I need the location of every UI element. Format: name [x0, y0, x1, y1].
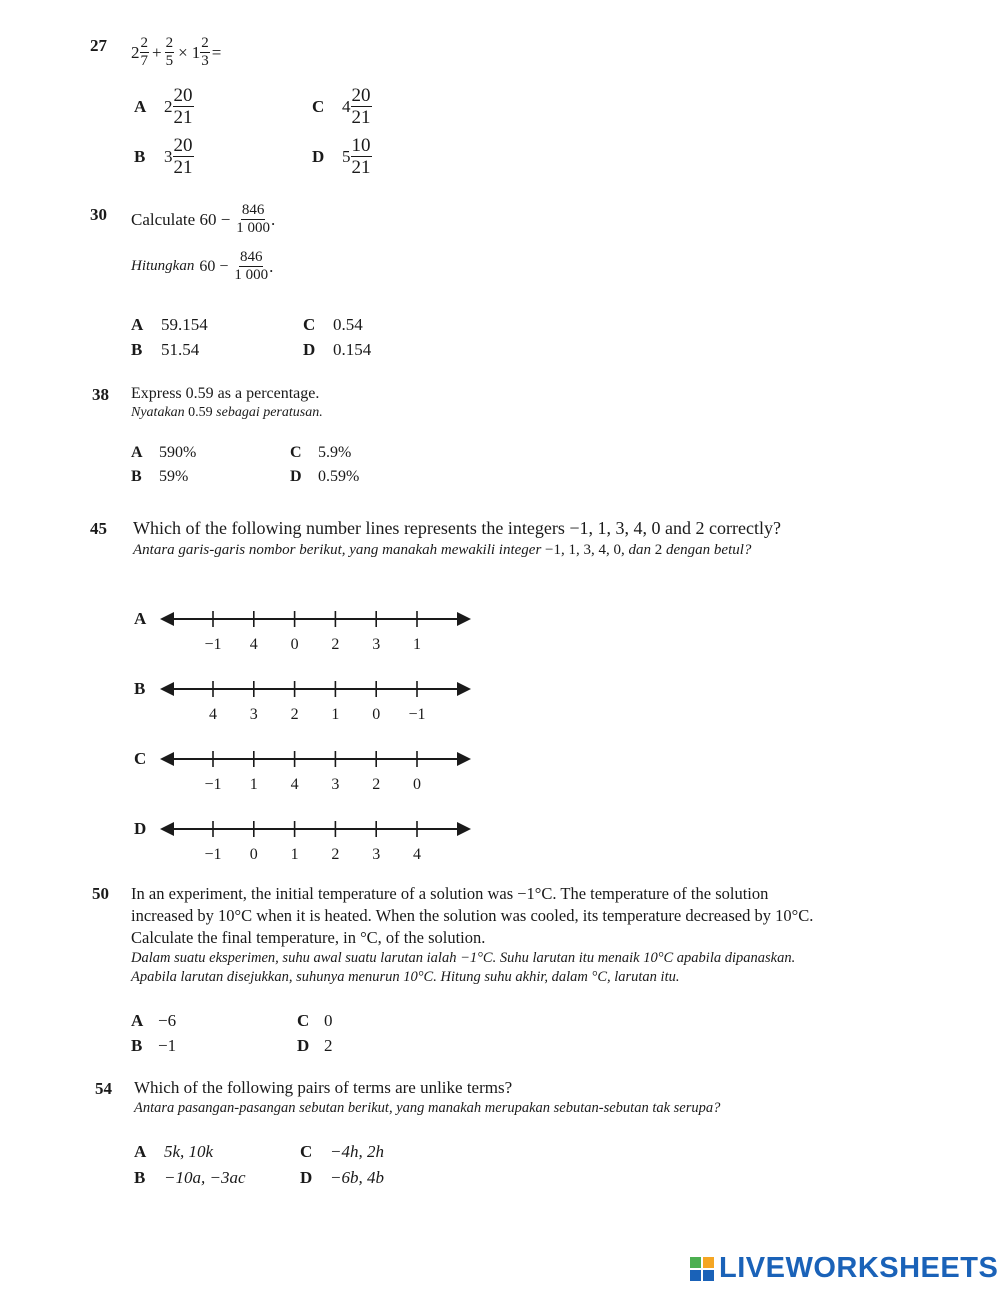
option-text: 590% [159, 444, 197, 461]
tick-label: 0 [249, 846, 258, 863]
option-letter: A [134, 1142, 147, 1161]
tick-label: 1 [290, 846, 299, 863]
numerator: 2 [201, 35, 209, 51]
q50-option-b[interactable] [131, 1036, 176, 1056]
tick-label: 3 [249, 706, 258, 723]
numerator: 20 [173, 85, 193, 106]
period: . [269, 256, 274, 276]
option-text: 59% [159, 468, 189, 485]
number-line-a-label[interactable]: A [134, 609, 147, 628]
option-letter: B [131, 340, 143, 359]
option-letter: A [131, 444, 143, 461]
option-text: −6 [158, 1011, 177, 1030]
number-line-b-label[interactable]: B [134, 679, 146, 698]
question-50-number: 50 [92, 884, 109, 903]
number: 0.59 [188, 405, 213, 420]
q54-option-a[interactable] [134, 1142, 213, 1162]
times-operator: × [178, 42, 188, 62]
expression: 60 − [199, 257, 229, 275]
left-arrow-icon [160, 682, 174, 696]
tick-label: 2 [290, 706, 299, 723]
right-arrow-icon [457, 822, 471, 836]
numerator: 846 [239, 249, 263, 265]
text: dengan betul? [666, 542, 752, 558]
q50-option-c[interactable] [297, 1011, 333, 1031]
text: dan [628, 542, 652, 558]
option-letter: B [131, 1036, 143, 1055]
numerator: 2 [165, 35, 174, 51]
q50-option-d[interactable] [297, 1036, 333, 1056]
left-arrow-icon [160, 612, 174, 626]
question-38-english: Express 0.59 as a percentage. [131, 385, 320, 402]
period: . [271, 209, 276, 229]
question-50-malay-line-1: Dalam suatu eksperimen, suhu awal suatu larutan ialah −1°C. Suhu larutan itu menaik 10°C apabila dipanaskan. [131, 950, 796, 966]
tick-label: −1 [204, 846, 222, 863]
tick-label: −1 [408, 706, 426, 723]
option-letter: B [134, 146, 146, 166]
plus-operator: + [152, 42, 162, 62]
option-letter: B [134, 1168, 146, 1187]
tick-label: 3 [331, 776, 340, 793]
tick-label: 0 [290, 636, 299, 653]
q54-option-d[interactable] [300, 1168, 384, 1188]
q50-option-a[interactable] [131, 1011, 176, 1031]
option-text: 0 [324, 1011, 333, 1030]
option-letter: C [303, 315, 316, 334]
question-54-malay: Antara pasangan-pasangan sebutan berikut, yang manakah merupakan sebutan-sebutan tak serupa? [134, 1100, 721, 1116]
option-text: −1 [158, 1036, 177, 1055]
numerator: 2 [140, 35, 148, 51]
liveworksheets-logo[interactable] [690, 1252, 998, 1285]
question-45-english: Which of the following number lines represents the integers −1, 1, 3, 4, 0 and 2 correctly? [133, 518, 781, 538]
option-letter: B [131, 468, 142, 485]
option-letter: A [131, 315, 144, 334]
option-text: 51.54 [161, 340, 200, 359]
number-line-c[interactable] [160, 751, 471, 793]
tick-label: 4 [249, 636, 258, 653]
denominator: 21 [173, 157, 193, 178]
option-text: 5.9% [318, 444, 352, 461]
question-54-english: Which of the following pairs of terms are unlike terms? [134, 1078, 513, 1097]
whole: 1 [191, 42, 201, 62]
whole: 2 [131, 42, 140, 62]
number-line-b[interactable] [160, 681, 471, 723]
question-50-english-line-2: increased by 10°C when it is heated. When the solution was cooled, its temperature decreased by 10°C. [131, 906, 814, 925]
tick-label: 1 [249, 776, 258, 793]
denominator: 21 [351, 157, 371, 178]
tick-label: −1 [204, 636, 222, 653]
number-line-d-label[interactable]: D [134, 819, 147, 838]
option-letter: C [297, 1011, 310, 1030]
tick-label: 0 [372, 706, 381, 723]
text: Antara garis-garis nombor berikut, yang manakah mewakili integer [133, 542, 542, 558]
option-letter: D [290, 468, 302, 485]
equals-sign: = [211, 42, 222, 62]
numerator: 846 [241, 202, 265, 218]
question-30-number: 30 [90, 205, 107, 224]
tick-label: 4 [209, 706, 217, 723]
numerator: 20 [351, 85, 371, 106]
tick-label: 2 [372, 776, 381, 793]
text: Nyatakan [131, 405, 185, 420]
text: sebagai peratusan. [216, 405, 323, 420]
denominator: 1 000 [234, 267, 269, 283]
option-letter: D [300, 1168, 313, 1187]
option-text: 2 [324, 1036, 333, 1055]
denominator: 21 [351, 107, 371, 128]
denominator: 1 000 [236, 220, 271, 236]
question-27-number: 27 [90, 36, 107, 55]
left-arrow-icon [160, 752, 174, 766]
liveworksheets-logo-icon [690, 1255, 716, 1283]
question-50-english-line-1: In an experiment, the initial temperature of a solution was −1°C. The temperature of the solution [131, 884, 769, 903]
number-line-d[interactable] [160, 821, 471, 863]
option-text: 5k, 10k [164, 1142, 214, 1161]
left-arrow-icon [160, 822, 174, 836]
tick-label: 2 [331, 846, 340, 863]
question-38-number: 38 [92, 385, 109, 404]
number-line-c-label[interactable]: C [134, 749, 147, 768]
whole: 2 [164, 96, 173, 116]
q54-option-b[interactable] [134, 1168, 246, 1188]
whole: 4 [342, 96, 351, 116]
tick-label: 2 [331, 636, 340, 653]
option-text: −4h, 2h [330, 1142, 384, 1161]
tick-label: 1 [331, 706, 340, 723]
whole: 5 [342, 146, 351, 166]
question-50-english-line-3: Calculate the final temperature, in °C, of the solution. [131, 928, 486, 947]
whole: 3 [164, 146, 173, 166]
denominator: 5 [165, 53, 174, 69]
option-letter: A [131, 1011, 144, 1030]
question-54-number: 54 [95, 1079, 112, 1098]
denominator: 3 [201, 53, 209, 69]
tick-label: 3 [372, 636, 381, 653]
right-arrow-icon [457, 752, 471, 766]
option-letter: A [134, 96, 147, 116]
q54-option-c[interactable] [300, 1142, 384, 1162]
numerator: 10 [351, 135, 371, 156]
option-text: 0.54 [333, 315, 363, 334]
option-text: 0.59% [318, 468, 360, 485]
integers: −1, 1, 3, 4, 0, [545, 542, 625, 558]
option-text: −6b, 4b [330, 1168, 384, 1187]
tick-label: −1 [204, 776, 222, 793]
option-text: 0.154 [333, 340, 372, 359]
option-text: 59.154 [161, 315, 208, 334]
question-text: Calculate 60 − [131, 209, 231, 229]
number-line-a[interactable] [160, 611, 471, 653]
denominator: 7 [140, 53, 148, 69]
logo-text: LIVEWORKSHEETS [719, 1252, 999, 1284]
tick-label: 0 [413, 776, 421, 793]
integer: 2 [654, 542, 663, 558]
question-text-malay: Hitungkan [131, 258, 195, 274]
tick-label: 3 [372, 846, 381, 863]
option-letter: D [312, 146, 325, 166]
numerator: 20 [173, 135, 193, 156]
question-50-malay-line-2: Apabila larutan disejukkan, suhunya menurun 10°C. Hitung suhu akhir, dalam °C, larutan itu. [131, 969, 680, 985]
denominator: 21 [173, 107, 193, 128]
option-letter: D [303, 340, 316, 359]
option-letter: C [300, 1142, 313, 1161]
option-letter: C [312, 96, 325, 116]
tick-label: 1 [413, 636, 421, 653]
right-arrow-icon [457, 612, 471, 626]
tick-label: 4 [290, 776, 299, 793]
option-text: −10a, −3ac [164, 1168, 246, 1187]
tick-label: 4 [413, 846, 421, 863]
right-arrow-icon [457, 682, 471, 696]
option-letter: C [290, 444, 302, 461]
question-45-number: 45 [90, 519, 107, 538]
option-letter: D [297, 1036, 310, 1055]
